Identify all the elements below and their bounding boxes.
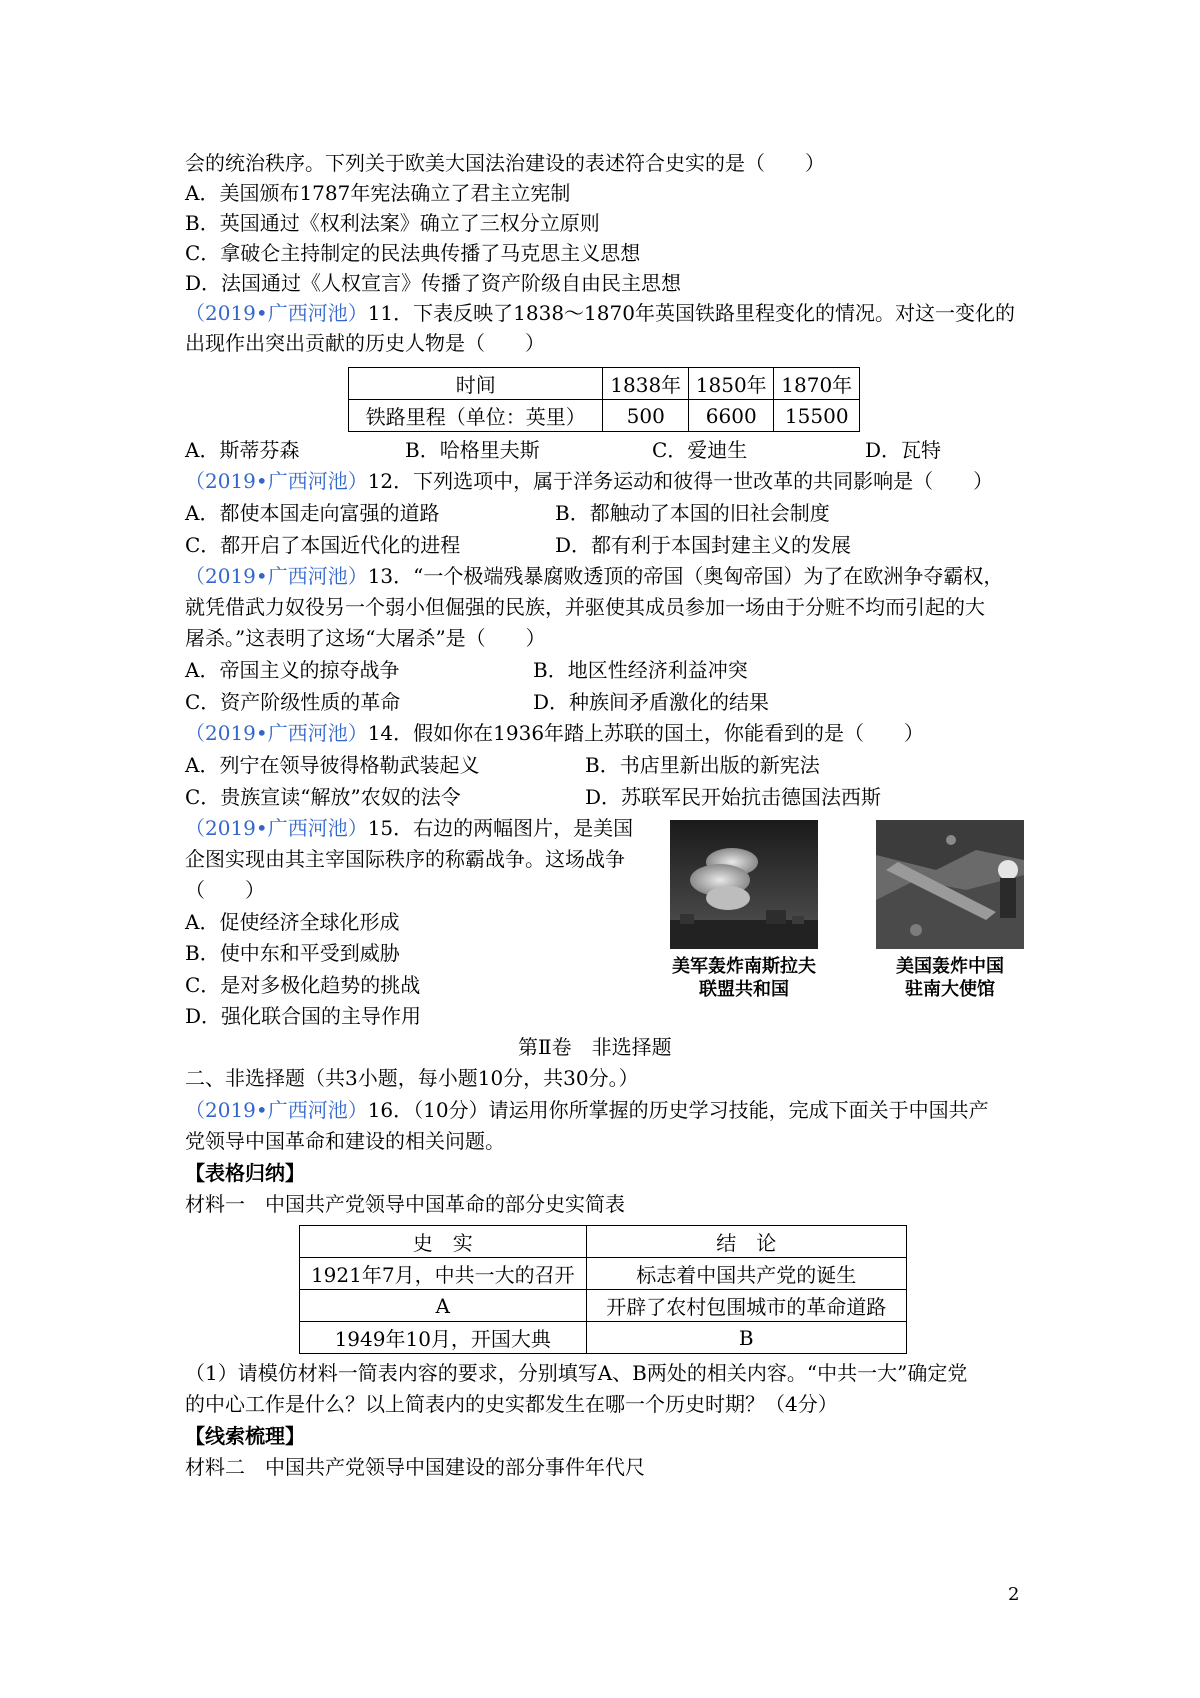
q11-option-d: D．瓦特 bbox=[865, 438, 942, 462]
q15-stem-line3: （ ） bbox=[185, 878, 265, 902]
q15-stem-line2: 企图实现由其主宰国际秩序的称霸战争。这场战争 bbox=[185, 847, 625, 871]
table-row bbox=[300, 1226, 907, 1258]
table-cell: 1850年 bbox=[688, 368, 774, 400]
part2-title: 第Ⅱ卷 非选择题 bbox=[518, 1035, 672, 1059]
q11-stem-line1 bbox=[185, 300, 1015, 326]
table-cell: 500 bbox=[603, 400, 689, 432]
q11-stem-line2: 出现作出突出贡献的历史人物是（ ） bbox=[185, 331, 545, 355]
q13-stem-text: 13．“一个极端残暴腐败透顶的帝国（奥匈帝国）为了在欧洲争夺霸权， bbox=[367, 564, 1004, 588]
table-cell: 开辟了农村包围城市的革命道路 bbox=[586, 1290, 906, 1322]
q10-option-c: C．拿破仑主持制定的民法典传播了马克思主义思想 bbox=[185, 241, 641, 265]
table-cell: 1870年 bbox=[774, 368, 860, 400]
table-row bbox=[300, 1290, 907, 1322]
part2-heading: 二、非选择题（共3小题，每小题10分，共30分。） bbox=[185, 1066, 639, 1090]
q12-stem-text: 12．下列选项中，属于洋务运动和彼得一世改革的共同影响是（ ） bbox=[367, 469, 994, 493]
photo2-caption bbox=[866, 955, 1034, 1001]
q16-subquestion-1-line1: （1）请模仿材料一简表内容的要求，分别填写A、B两处的相关内容。“中共一大”确定党 bbox=[185, 1361, 968, 1385]
q13-stem-line1 bbox=[185, 563, 1003, 589]
table-cell: A bbox=[300, 1290, 587, 1322]
q11-option-c: C．爱迪生 bbox=[652, 438, 748, 462]
table-row bbox=[349, 400, 860, 432]
q14-option-c: C．贵族宣读“解放”农奴的法令 bbox=[185, 785, 461, 809]
table-row bbox=[349, 368, 860, 400]
q13-stem-line2: 就凭借武力奴役另一个弱小但倔强的民族，并驱使其成员参加一场由于分赃不均而引起的大 bbox=[185, 595, 985, 619]
q14-option-d: D．苏联军民开始抗击德国法西斯 bbox=[585, 785, 882, 809]
section-table-summary: 【表格归纳】 bbox=[185, 1161, 305, 1185]
table-row bbox=[300, 1258, 907, 1290]
table-cell: 15500 bbox=[774, 400, 860, 432]
table-row bbox=[300, 1322, 907, 1354]
q11-stem-text: 11．下表反映了1838～1870年英国铁路里程变化的情况。对这一变化的 bbox=[367, 301, 1015, 325]
photo1-caption-line1: 美军轰炸南斯拉夫 bbox=[672, 956, 816, 977]
q12-option-c: C．都开启了本国近代化的进程 bbox=[185, 533, 461, 557]
table-cell: 时间 bbox=[349, 368, 603, 400]
q13-option-b: B．地区性经济利益冲突 bbox=[533, 658, 748, 682]
q10-option-a: A．美国颁布1787年宪法确立了君主立宪制 bbox=[185, 181, 571, 205]
table-cell: 铁路里程（单位：英里） bbox=[349, 400, 603, 432]
q16-subquestion-1-line2: 的中心工作是什么？以上简表内的史实都发生在哪一个历史时期？（4分） bbox=[185, 1392, 838, 1416]
q12-option-a: A．都使本国走向富强的道路 bbox=[185, 501, 440, 525]
q15-stem-line1 bbox=[185, 815, 633, 841]
table-cell: 1838年 bbox=[603, 368, 689, 400]
q11-option-a: A．斯蒂芬森 bbox=[185, 438, 300, 462]
q14-option-a: A．列宁在领导彼得格勒武装起义 bbox=[185, 753, 480, 777]
table-cell: 1921年7月，中共一大的召开 bbox=[300, 1258, 587, 1290]
q16-stem-line2: 党领导中国革命和建设的相关问题。 bbox=[185, 1129, 505, 1153]
photo1-caption-line2: 联盟共和国 bbox=[699, 979, 789, 1000]
q12-source: （2019•广西河池） bbox=[185, 469, 368, 493]
q15-stem-text: 15．右边的两幅图片，是美国 bbox=[367, 816, 634, 840]
table-cell: 1949年10月，开国大典 bbox=[300, 1322, 587, 1354]
q16-stem-text: 16．（10分）请运用你所掌握的历史学习技能，完成下面关于中国共产 bbox=[367, 1098, 989, 1122]
q14-source: （2019•广西河池） bbox=[185, 721, 368, 745]
q11-option-b: B．哈格里夫斯 bbox=[405, 438, 540, 462]
table-cell: B bbox=[586, 1322, 906, 1354]
page-number: 2 bbox=[1008, 1584, 1020, 1605]
q14-stem bbox=[185, 720, 924, 746]
table-cell: 标志着中国共产党的诞生 bbox=[586, 1258, 906, 1290]
q16-stem-line1 bbox=[185, 1097, 989, 1123]
section-clue-sorting: 【线索梳理】 bbox=[185, 1424, 305, 1448]
q13-option-a: A．帝国主义的掠夺战争 bbox=[185, 658, 400, 682]
q16-history-table bbox=[299, 1225, 907, 1354]
table-cell: 6600 bbox=[688, 400, 774, 432]
q10-option-b: B．英国通过《权利法案》确立了三权分立原则 bbox=[185, 211, 600, 235]
q11-source: （2019•广西河池） bbox=[185, 301, 368, 325]
q15-option-c: C．是对多极化趋势的挑战 bbox=[185, 973, 421, 997]
q12-stem bbox=[185, 468, 993, 494]
q14-stem-text: 14．假如你在1936年踏上苏联的国土，你能看到的是（ ） bbox=[367, 721, 925, 745]
q10-stem: 会的统治秩序。下列关于欧美大国法治建设的表述符合史实的是（ ） bbox=[185, 151, 825, 175]
q15-option-d: D．强化联合国的主导作用 bbox=[185, 1004, 422, 1028]
photo2-caption-line2: 驻南大使馆 bbox=[905, 979, 995, 1000]
q16-source: （2019•广西河池） bbox=[185, 1098, 368, 1122]
q13-option-c: C．资产阶级性质的革命 bbox=[185, 690, 401, 714]
q14-option-b: B．书店里新出版的新宪法 bbox=[585, 753, 820, 777]
q13-stem-line3: 屠杀。”这表明了这场“大屠杀”是（ ） bbox=[185, 626, 546, 650]
table-cell: 结 论 bbox=[586, 1226, 906, 1258]
material-two-title: 材料二 中国共产党领导中国建设的部分事件年代尺 bbox=[185, 1455, 645, 1479]
photo2-caption-line1: 美国轰炸中国 bbox=[896, 956, 1004, 977]
bombed-embassy-photo bbox=[876, 820, 1024, 949]
q11-railway-table bbox=[348, 367, 860, 432]
q12-option-d: D．都有利于本国封建主义的发展 bbox=[555, 533, 852, 557]
q13-source: （2019•广西河池） bbox=[185, 564, 368, 588]
q15-option-b: B．使中东和平受到威胁 bbox=[185, 941, 400, 965]
q10-option-d: D．法国通过《人权宣言》传播了资产阶级自由民主思想 bbox=[185, 271, 682, 295]
material-one-title: 材料一 中国共产党领导中国革命的部分史实简表 bbox=[185, 1192, 625, 1216]
q12-option-b: B．都触动了本国的旧社会制度 bbox=[555, 501, 830, 525]
q15-option-a: A．促使经济全球化形成 bbox=[185, 910, 400, 934]
photo1-caption bbox=[660, 955, 828, 1001]
q15-source: （2019•广西河池） bbox=[185, 816, 368, 840]
table-cell: 史 实 bbox=[300, 1226, 587, 1258]
q13-option-d: D．种族间矛盾激化的结果 bbox=[533, 690, 770, 714]
bombing-yugoslavia-photo bbox=[670, 820, 818, 949]
